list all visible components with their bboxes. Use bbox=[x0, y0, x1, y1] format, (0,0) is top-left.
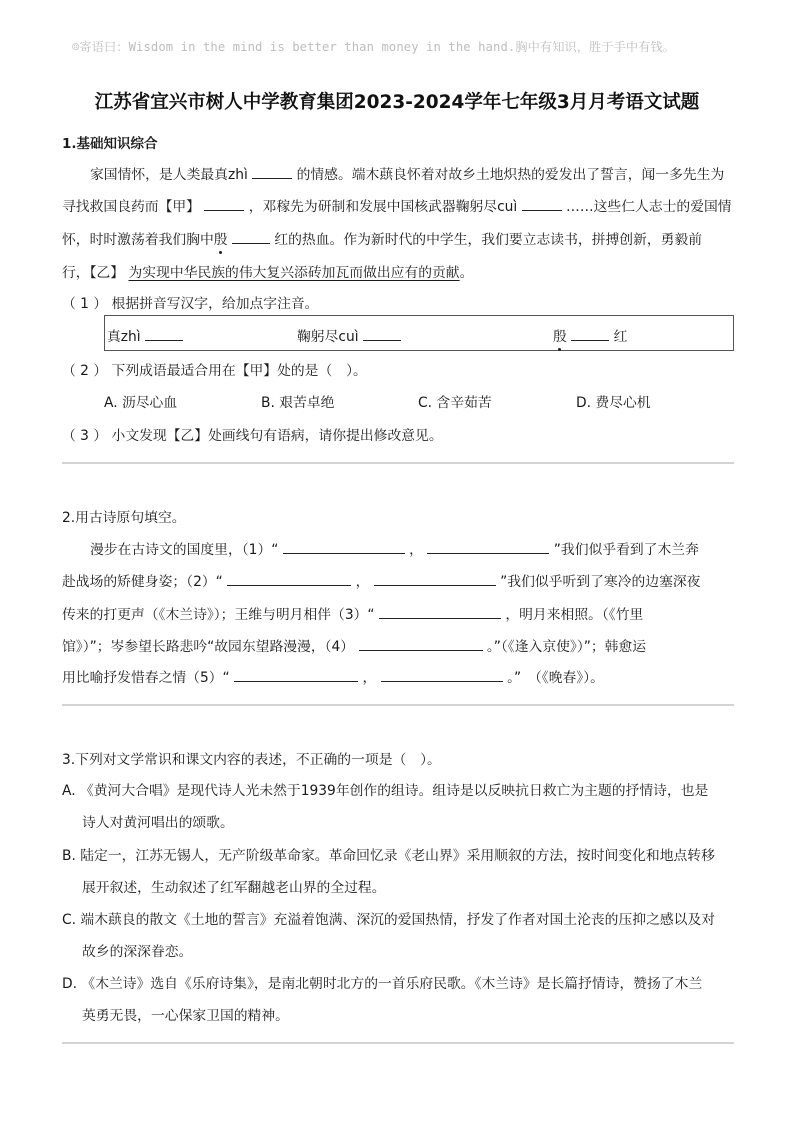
q2-text: 用比喻抒发惜春之情（5）“ bbox=[62, 670, 230, 686]
q1-passage-line2 bbox=[62, 195, 732, 215]
q2-text: ”我们似乎听到了寒冷的边塞深夜 bbox=[500, 574, 701, 590]
option-b[interactable]: B. 艰苦卓绝 bbox=[261, 395, 335, 411]
answer-blank[interactable] bbox=[204, 198, 244, 211]
q1-passage-line3 bbox=[62, 228, 702, 248]
q2-text: ， bbox=[355, 574, 370, 590]
q1-text: 的情感。端木蕻良怀着对故乡土地炽热的爱发出了誓言，闻一多先生为 bbox=[296, 167, 725, 183]
q2-line1 bbox=[90, 538, 699, 558]
box-label: 红 bbox=[613, 329, 628, 345]
answer-blank[interactable] bbox=[359, 638, 483, 651]
answer-blank[interactable] bbox=[363, 328, 401, 341]
q3-option-b-cont: 展开叙述，生动叙述了红军翻越老山界的全过程。 bbox=[82, 880, 386, 896]
answer-blank[interactable] bbox=[145, 328, 183, 341]
q2-line3 bbox=[62, 603, 643, 623]
q3-option-d-cont: 英勇无畏，一心保家卫国的精神。 bbox=[82, 1008, 289, 1024]
q1-sub1: （ 1 ） 根据拼音写汉字，给加点字注音。 bbox=[62, 296, 319, 312]
option-d[interactable]: D. 费尽心机 bbox=[576, 395, 651, 411]
q1-passage-line1 bbox=[90, 163, 724, 183]
answer-blank[interactable] bbox=[252, 166, 292, 179]
watermark-motto: ☺寄语曰：Wisdom in the mind is better than money in the hand.胸中有知识，胜于手中有钱。 bbox=[72, 40, 676, 54]
answer-blank[interactable] bbox=[227, 573, 351, 586]
option-a[interactable]: A. 沥尽心血 bbox=[104, 395, 178, 411]
box-item-cui bbox=[297, 325, 401, 345]
answer-blank[interactable] bbox=[374, 573, 496, 586]
answer-blank[interactable] bbox=[381, 669, 503, 682]
box-label: 真zhì bbox=[107, 329, 141, 345]
q2-text: ”我们似乎看到了木兰奔 bbox=[553, 542, 699, 558]
q1-text: 。 bbox=[459, 265, 474, 281]
answer-box bbox=[104, 315, 734, 351]
q2-text: ， bbox=[409, 542, 423, 558]
q3-option-a-cont: 诗人对黄河唱出的颂歌。 bbox=[82, 815, 234, 831]
q3-option-a[interactable]: A. 《黄河大合唱》是现代诗人光未然于1939年创作的组诗。组诗是以反映抗日救亡为主题的抒情诗，也是 bbox=[62, 783, 709, 799]
q3-heading: 3.下列对文学常识和课文内容的表述，不正确的一项是（ ）。 bbox=[62, 752, 441, 768]
q2-text: ，明月来相照。（《竹里 bbox=[505, 607, 644, 623]
q2-line5 bbox=[62, 666, 604, 686]
underlined-sentence: 为实现中华民族的伟大复兴添砖加瓦而做出应有的贡献 bbox=[128, 265, 460, 281]
q1-passage-line4 bbox=[62, 261, 473, 281]
page-title: 江苏省宜兴市树人中学教育集团2023-2024学年七年级3月月考语文试题 bbox=[94, 92, 700, 113]
dotted-char: 殷 bbox=[214, 228, 228, 248]
q1-sub2: （ 2 ） 下列成语最适合用在【甲】处的是（ ）。 bbox=[62, 363, 367, 379]
q1-sub3: （ 3 ） 小文发现【乙】处画线句有语病，请你提出修改意见。 bbox=[62, 428, 443, 444]
answer-blank[interactable] bbox=[283, 541, 405, 554]
q2-line2 bbox=[62, 570, 700, 590]
divider bbox=[62, 462, 734, 464]
answer-blank[interactable] bbox=[232, 231, 270, 244]
q1-text: 红的热血。作为新时代的中学生，我们要立志读书，拼搏创新，勇毅前 bbox=[274, 232, 703, 248]
answer-blank[interactable] bbox=[234, 669, 358, 682]
q3-option-b[interactable]: B. 陆定一，江苏无锡人，无产阶级革命家。革命回忆录《老山界》采用顺叙的方法，按时间变化和地点转移 bbox=[62, 848, 715, 864]
q3-option-c-cont: 故乡的深深眷恋。 bbox=[82, 944, 193, 960]
option-c[interactable]: C. 含辛茹苦 bbox=[418, 395, 492, 411]
q2-text: 馆》）”；岑参望长路悲吟“故园东望路漫漫，（4） bbox=[62, 639, 355, 655]
box-item-zhi bbox=[107, 325, 183, 345]
q2-text: 传来的打更声（《木兰诗》）；王维与明月相伴（3）“ bbox=[62, 607, 375, 623]
q2-text: 赴战场的矫健身姿；（2）“ bbox=[62, 574, 223, 590]
q1-text: 怀，时时激荡着我们胸中 bbox=[62, 232, 214, 248]
divider bbox=[62, 1042, 734, 1044]
divider bbox=[62, 704, 734, 706]
q1-text: ，邓稼先为研制和发展中国核武器鞠躬尽cuì bbox=[248, 199, 518, 215]
answer-blank[interactable] bbox=[379, 606, 501, 619]
answer-blank[interactable] bbox=[571, 328, 609, 341]
q1-heading: 1.基础知识综合 bbox=[62, 136, 158, 152]
q2-text: 。” （《晚春》）。 bbox=[507, 670, 604, 686]
box-label: 鞠躬尽cuì bbox=[297, 329, 359, 345]
q1-text: 行，【乙】 bbox=[62, 265, 125, 281]
q2-line4 bbox=[62, 635, 646, 655]
q1-text: 家国情怀，是人类最真zhì bbox=[90, 167, 248, 183]
q3-option-d[interactable]: D. 《木兰诗》选自《乐府诗集》，是南北朝时北方的一首乐府民歌。《木兰诗》是长篇抒情诗，赞扬了木兰 bbox=[62, 976, 703, 992]
box-item-yin bbox=[553, 325, 627, 345]
dotted-char: 殷 bbox=[553, 325, 567, 345]
q2-text: 漫步在古诗文的国度里，（1）“ bbox=[90, 542, 279, 558]
q2-text: 。”（《逢入京使》）”；韩愈运 bbox=[486, 639, 647, 655]
answer-blank[interactable] bbox=[427, 541, 549, 554]
q1-text: ……这些仁人志士的爱国情 bbox=[566, 199, 732, 215]
q2-heading: 2.用古诗原句填空。 bbox=[62, 510, 186, 526]
q3-option-c[interactable]: C. 端木蕻良的散文《土地的誓言》充溢着饱满、深沉的爱国热情，抒发了作者对国土沦丧的压抑之感以及对 bbox=[62, 912, 716, 928]
answer-blank[interactable] bbox=[522, 198, 562, 211]
q2-text: ， bbox=[362, 670, 377, 686]
q1-text: 寻找救国良药而【甲】 bbox=[62, 199, 200, 215]
